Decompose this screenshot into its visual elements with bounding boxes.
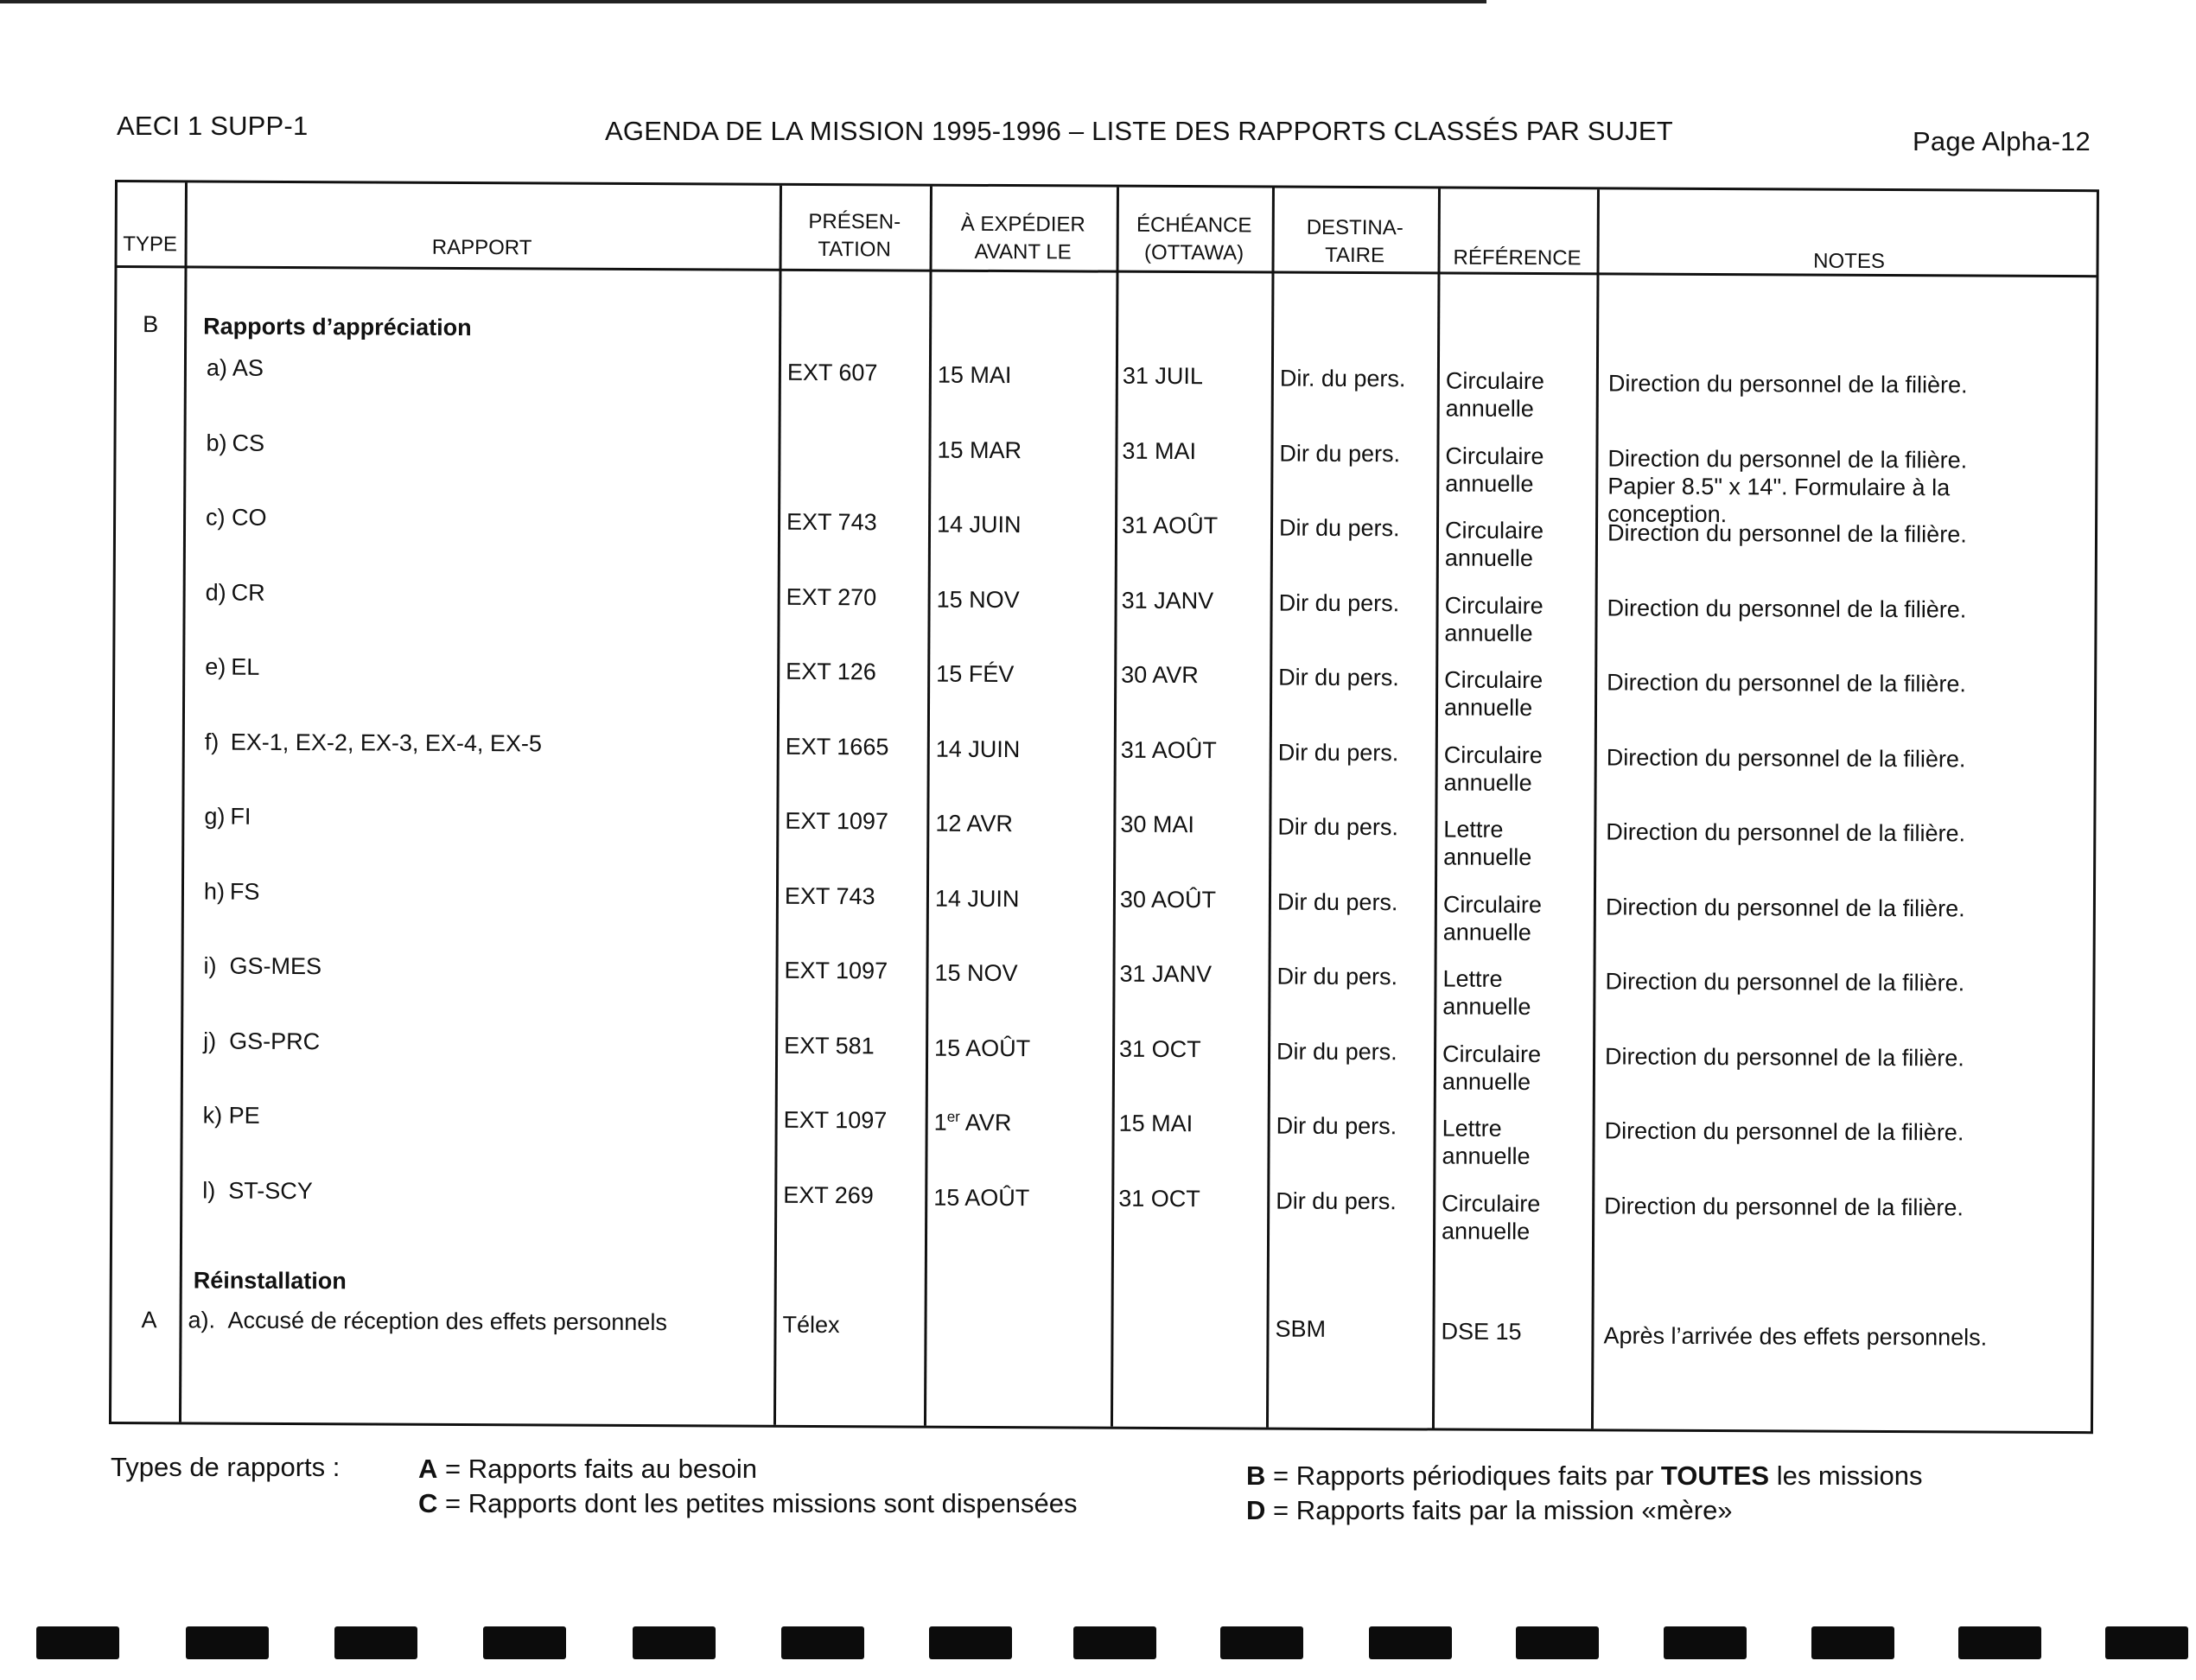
destinataire-cell: Dir du pers. [1276,1187,1397,1215]
report-name: EL [231,653,260,680]
scan-top-edge [0,0,1486,3]
col-divider [1266,188,1275,1428]
destinataire-cell: Dir du pers. [1277,813,1398,841]
scan-mark [2105,1626,2188,1659]
row-letter: k) [202,1102,223,1129]
echeance-cell: 31 AOÛT [1121,512,1219,539]
echeance-cell: 30 AVR [1121,661,1199,689]
destinataire-cell: Dir du pers. [1276,963,1398,990]
col-header-expedier: À EXPÉDIER AVANT LE [960,212,1085,264]
presentation-cell: EXT 1665 [785,733,889,760]
reference-cell: Circulaire annuelle [1442,1190,1541,1245]
report-name: CO [232,504,267,531]
scan-mark [483,1626,566,1659]
expedier-cell: 1er AVR [933,1108,1012,1136]
expedier-cell: 15 AOÛT [934,1034,1031,1062]
expedier-cell: 14 JUIN [934,885,1020,913]
col-divider [1111,188,1119,1427]
legend-text: = Rapports faits par la mission «mère» [1265,1495,1733,1525]
scan-mark [1664,1626,1747,1659]
report-name: AS [232,354,264,381]
scan-mark [1811,1626,1894,1659]
destinataire-cell: Dir. du pers. [1279,365,1406,392]
col-divider [1432,188,1441,1428]
legend-item-b [1246,1460,1923,1492]
report-name: GS-PRC [229,1028,321,1055]
expedier-cell: 15 MAI [937,361,1012,389]
col-header-destinataire: DESTINA- TAIRE [1306,215,1404,268]
row-letter: a). [188,1307,216,1333]
scan-mark [186,1626,269,1659]
destinataire-cell: Dir du pers. [1279,440,1401,468]
expedier-cell: 12 AVR [935,810,1014,837]
expedier-cell: 15 FÉV [936,660,1015,688]
row-letter: l) [202,1177,216,1204]
reference-cell: DSE 15 [1441,1318,1522,1345]
notes-cell: Direction du personnel de la filière. [1607,519,1967,548]
presentation-cell: EXT 269 [783,1181,874,1209]
destinataire-cell: Dir du pers. [1276,1038,1397,1066]
presentation-cell: EXT 743 [784,882,875,910]
document-title: AGENDA DE LA MISSION 1995-1996 – LISTE DES RAPPORTS CLASSÉS PAR SUJET [605,116,1673,146]
echeance-cell: 31 MAI [1122,437,1197,465]
document-id: AECI 1 SUPP-1 [117,111,309,141]
presentation-cell: EXT 1097 [784,957,888,984]
col-divider [773,186,782,1425]
destinataire-cell: Dir du pers. [1278,514,1400,542]
reference-cell: Circulaire annuelle [1445,367,1544,423]
col-header-echeance: ÉCHÉANCE (OTTAWA) [1136,213,1252,265]
notes-cell: Direction du personnel de la filière. [1607,370,1968,398]
section-heading: Rapports d’appréciation [203,313,472,341]
col-header-presentation: PRÉSEN- TATION [808,209,901,262]
reference-cell: Circulaire annuelle [1445,442,1544,498]
scan-mark [36,1626,119,1659]
row-letter: h) [203,878,226,905]
scan-mark [929,1626,1012,1659]
notes-cell: Direction du personnel de la filière. [1605,968,1965,996]
report-name: PE [228,1102,260,1129]
echeance-cell: 30 MAI [1120,811,1194,838]
legend-item-a [418,1454,757,1485]
destinataire-cell: Dir du pers. [1278,589,1400,617]
col-header-type: TYPE [123,232,178,257]
reference-cell: Circulaire annuelle [1444,517,1544,572]
notes-cell: Direction du personnel de la filière. [1607,595,1967,623]
scan-mark [1220,1626,1303,1659]
reference-cell: Circulaire annuelle [1443,741,1543,797]
reference-cell: Lettre annuelle [1443,816,1532,871]
row-letter: b) [206,430,227,456]
echeance-cell: 31 OCT [1118,1185,1200,1212]
presentation-cell: Télex [782,1311,840,1339]
destinataire-cell: Dir du pers. [1278,664,1399,691]
type-code: A [141,1307,157,1333]
col-header-rapport: RAPPORT [431,235,532,260]
legend-item-c [418,1488,1078,1519]
scan-mark [633,1626,716,1659]
expedier-cell: 15 NOV [934,959,1018,987]
echeance-cell: 31 JUIL [1122,362,1204,390]
col-divider [1591,189,1600,1429]
destinataire-cell: Dir du pers. [1276,1112,1397,1140]
destinataire-cell: Dir du pers. [1276,888,1398,916]
echeance-cell: 31 AOÛT [1120,736,1217,764]
report-table [109,180,2099,1434]
legend-key: C [418,1488,438,1518]
legend-key: B [1246,1460,1266,1491]
notes-cell: Direction du personnel de la filière. [1606,818,1966,847]
expedier-cell: 14 JUIN [935,735,1021,763]
section-heading: Réinstallation [193,1267,347,1295]
presentation-cell: EXT 607 [786,359,878,386]
scan-mark [1369,1626,1452,1659]
reference-cell: Circulaire annuelle [1442,891,1543,946]
report-name: GS-MES [229,952,322,980]
presentation-cell: EXT 581 [784,1032,875,1060]
legend-text: = Rapports faits au besoin [437,1454,758,1484]
echeance-cell: 31 JANV [1119,960,1213,988]
notes-cell: Direction du personnel de la filière. [1607,669,1966,697]
echeance-cell: 31 OCT [1119,1035,1201,1063]
destinataire-cell: Dir du pers. [1277,739,1399,767]
row-letter: f) [204,729,220,755]
legend-item-d [1246,1495,1733,1526]
notes-cell: Direction du personnel de la filière. [1604,1043,1964,1072]
report-name: Accusé de réception des effets personnels [227,1307,667,1336]
reference-cell: Circulaire annuelle [1444,592,1544,647]
reference-cell: Circulaire annuelle [1442,1040,1542,1096]
col-header-reference: RÉFÉRENCE [1453,245,1582,270]
type-code: B [143,311,159,338]
report-name: CS [232,430,265,456]
row-letter: a) [206,354,228,381]
legend-text: les missions [1769,1460,1923,1491]
row-letter: c) [206,504,226,531]
scan-mark [1516,1626,1599,1659]
reference-cell: Lettre annuelle [1442,1115,1531,1170]
expedier-cell: 15 MAR [937,436,1022,464]
notes-cell: Après l’arrivée des effets personnels. [1603,1322,1988,1351]
row-letter: i) [203,952,217,979]
echeance-cell: 30 AOÛT [1119,886,1217,913]
destinataire-cell: SBM [1275,1315,1327,1342]
row-letter: j) [203,1028,217,1054]
legend-text: = Rapports périodiques faits par [1265,1460,1661,1491]
presentation-cell: EXT 126 [786,658,876,685]
echeance-cell: 31 JANV [1121,587,1214,614]
legend-label: Types de rapports : [111,1452,341,1482]
col-header-notes: NOTES [1813,249,1885,274]
reference-cell: Lettre annuelle [1442,965,1531,1021]
expedier-cell: 15 NOV [936,586,1020,614]
notes-cell: Direction du personnel de la filière. Papier 8.5" x 14". Formulaire à la conception. [1607,445,1968,528]
presentation-cell: EXT 270 [786,583,877,611]
page-number: Page Alpha-12 [1913,126,2091,156]
row-letter: e) [205,653,226,680]
col-divider [924,187,933,1426]
expedier-cell: 15 AOÛT [933,1184,1030,1212]
scan-mark [1958,1626,2041,1659]
row-letter: d) [205,579,226,606]
legend-text: = Rapports dont les petites missions sont dispensées [437,1488,1078,1518]
notes-cell: Direction du personnel de la filière. [1604,1117,1964,1146]
header-divider [118,265,2097,277]
expedier-cell: 14 JUIN [936,511,1022,538]
report-name: EX-1, EX-2, EX-3, EX-4, EX-5 [230,729,543,757]
report-name: FI [230,803,251,830]
report-name: FS [229,878,260,905]
scan-mark [1073,1626,1156,1659]
legend-emphasis: TOUTES [1660,1460,1770,1491]
scan-mark [334,1626,417,1659]
row-letter: g) [204,803,226,830]
notes-cell: Direction du personnel de la filière. [1605,894,1965,922]
legend-key: D [1246,1495,1266,1525]
report-name: ST-SCY [228,1177,313,1205]
report-name: CR [231,579,265,606]
scan-mark [781,1626,864,1659]
notes-cell: Direction du personnel de la filière. [1606,744,1966,773]
legend-key: A [418,1454,438,1484]
notes-cell: Direction du personnel de la filière. [1604,1193,1964,1221]
reference-cell: Circulaire annuelle [1443,666,1544,722]
presentation-cell: EXT 1097 [785,807,889,835]
col-divider [179,182,188,1422]
presentation-cell: EXT 743 [786,508,877,536]
presentation-cell: EXT 1097 [783,1106,888,1134]
echeance-cell: 15 MAI [1118,1110,1193,1137]
